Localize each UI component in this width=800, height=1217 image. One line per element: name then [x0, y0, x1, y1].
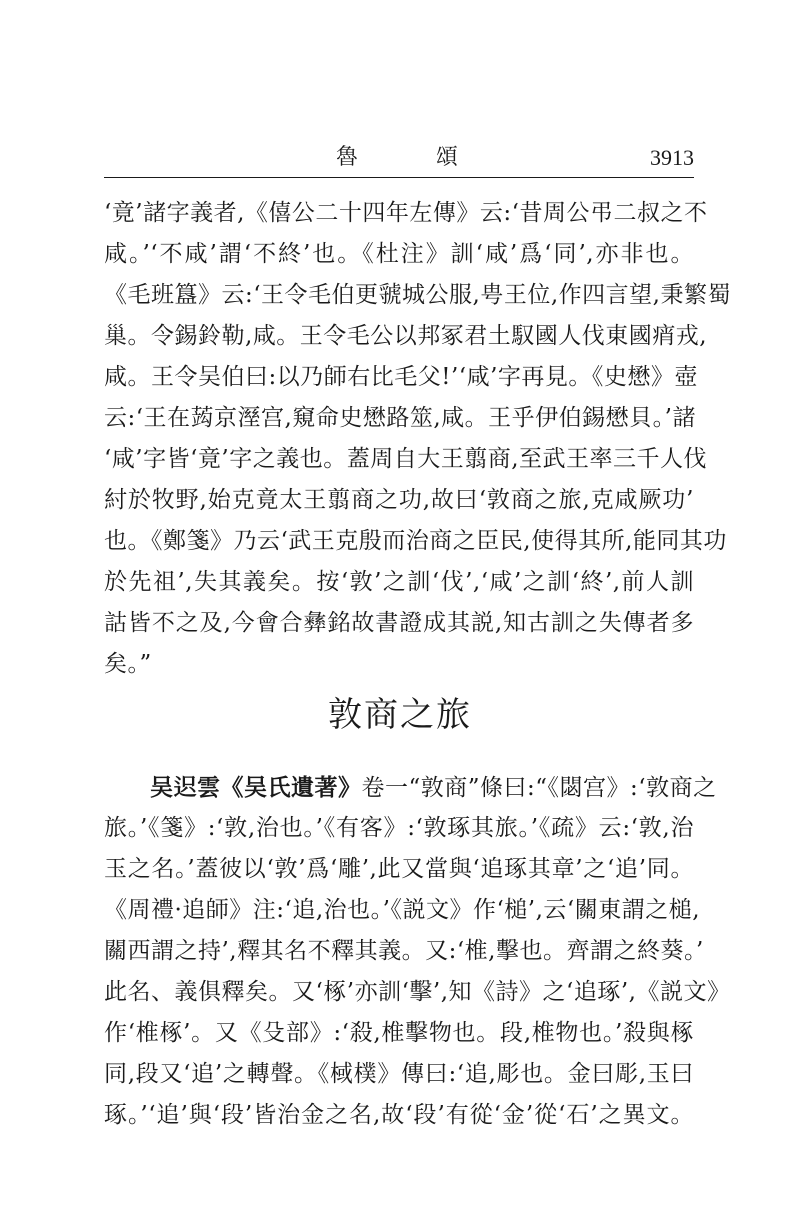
text-line: 也。《鄭箋》乃云‘武王克殷而治商之臣民,使得其所,能同其功	[104, 528, 727, 554]
header-rule	[104, 177, 694, 178]
text-line: 此名、義俱釋矣。又‘椓’亦訓‘擊’,知《詩》之‘追琢’,《説文》	[104, 979, 731, 1005]
text-line: 作‘椎椓’。又《殳部》:‘殺,椎擊物也。段,椎物也。’殺與椓	[104, 1020, 694, 1046]
running-title: 魯 頌	[336, 145, 487, 170]
text-line-rest: 卷一“敦商”條曰:“《閟宫》:‘敦商之	[361, 775, 717, 801]
text-line: 於先祖’,失其義矣。按‘敦’之訓‘伐’,‘咸’之訓‘終’,前人訓	[104, 569, 694, 595]
text-line: 詁皆不之及,今會合彝銘故書證成其説,知古訓之失傳者多	[104, 610, 694, 636]
text-line: 同,段又‘追’之轉聲。《棫樸》傳曰:‘追,彫也。金曰彫,玉曰	[104, 1061, 694, 1087]
text-line: 云:‘王在𦵑京溼宫,窺命史懋路筮,咸。王乎伊伯錫懋貝。’諸	[104, 405, 696, 431]
section-heading: 敦商之旅	[328, 695, 472, 735]
page-number: 3913	[650, 145, 694, 170]
cited-author-and-work: 吴𨒅雲《吴氏遺著》	[150, 774, 362, 801]
running-header	[104, 143, 694, 173]
text-line: 紂於牧野,始克竟太王翦商之功,故曰‘敦商之旅,克咸厥功’	[104, 487, 694, 513]
text-line: 矣。”	[104, 651, 152, 677]
text-line: 玉之名。’蓋彼以‘敦’爲‘雕’,此又當與‘追琢其章’之‘追’同。	[104, 856, 694, 882]
commentary-paragraph-2	[104, 767, 731, 1136]
text-line: 關西謂之持’,釋其名不釋其義。又:‘椎,擊也。齊謂之終葵。’	[104, 938, 704, 964]
commentary-paragraph-1	[104, 193, 731, 685]
text-line: 琢。’‘追’與‘段’皆治金之名,故‘段’有從‘金’從‘石’之異文。	[104, 1102, 694, 1128]
text-line: 《毛班簋》云:‘王令毛伯更虢城公服,甹王位,作四言望,秉繁蜀	[104, 282, 731, 308]
text-line: 咸。’‘不咸’謂‘不終’也。《杜注》訓‘咸’爲‘同’,亦非也。	[104, 241, 694, 267]
text-line: 《周禮·追師》注:‘追,治也。’《説文》作‘槌’,云‘關東謂之槌,	[104, 897, 701, 923]
text-line: ‘咸’字皆‘竟’字之義也。蓋周自大王翦商,至武王率三千人伐	[104, 446, 708, 472]
text-line: 旅。’《箋》:‘敦,治也。’《有客》:‘敦琢其旅。’《疏》云:‘敦,治	[104, 815, 694, 841]
text-line: ‘竟’諸字義者,《僖公二十四年左傳》云:‘昔周公弔二叔之不	[104, 200, 708, 226]
text-line: 巢。令錫鈴勒,咸。王令毛公以邦冢君土馭國人伐東國痟戎,	[104, 323, 708, 349]
text-line-first	[104, 767, 717, 808]
text-line: 咸。王令吴伯曰:以乃師右比毛父!’‘咸’字再見。《史懋》壺	[104, 364, 698, 390]
